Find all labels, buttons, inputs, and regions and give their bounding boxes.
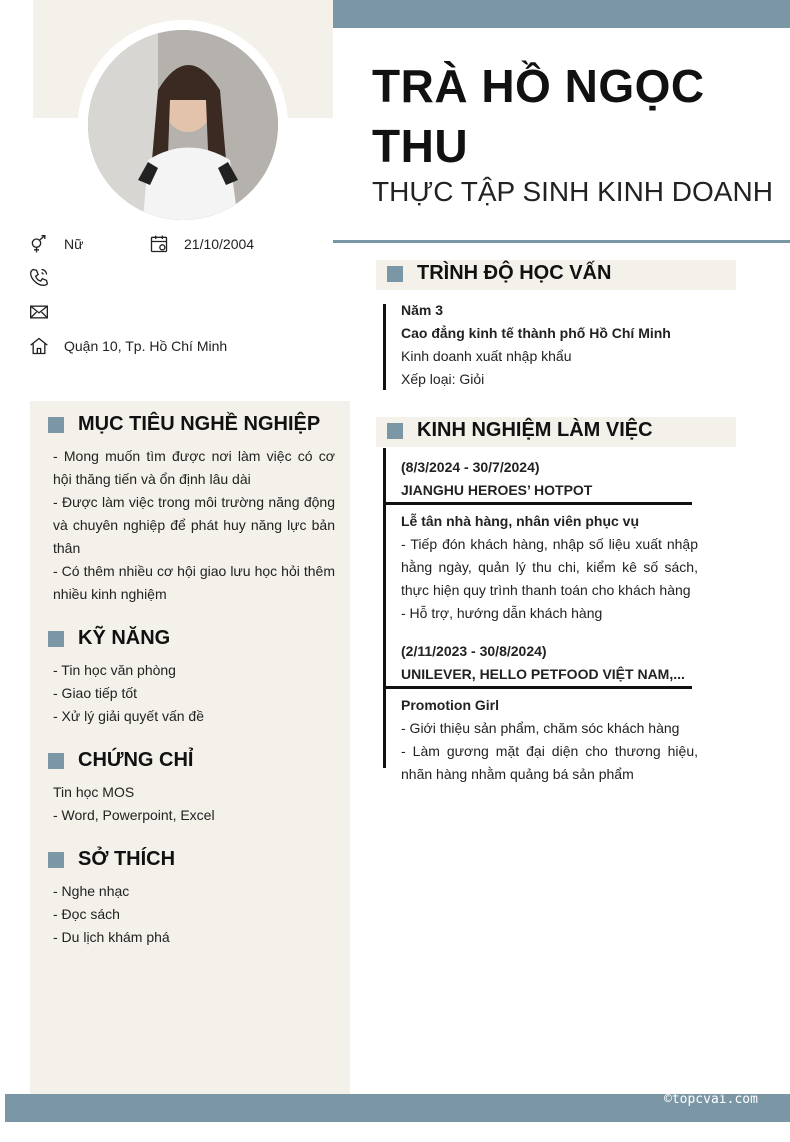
job-period: (8/3/2024 - 30/7/2024) (401, 459, 540, 475)
experience-title: KINH NGHIỆM LÀM VIỆC (417, 419, 653, 441)
certificate-item: Tin học MOS (53, 784, 135, 800)
education-year: Năm 3 (401, 302, 444, 318)
skills-title: KỸ NĂNG (78, 627, 171, 649)
education-heading (387, 262, 611, 285)
watermark: ©topcvai.com (664, 1092, 758, 1107)
job-role: Promotion Girl (401, 697, 499, 713)
envelope-icon (28, 301, 50, 323)
job-role: Lễ tân nhà hàng, nhân viên phục vụ (401, 513, 640, 529)
experience-heading-square (387, 423, 403, 439)
contact-phone (28, 266, 64, 288)
experience-heading (387, 419, 653, 442)
calendar-icon (148, 233, 170, 255)
contact-address (28, 335, 227, 357)
hobby-item: - Đọc sách (53, 906, 120, 922)
objective-heading (48, 413, 320, 436)
education-school: Cao đẳng kinh tế thành phố Hồ Chí Minh (401, 325, 671, 341)
education-timeline-line (383, 304, 386, 390)
job-desc-line: - Giới thiệu sản phẩm, chăm sóc khách hàng (401, 720, 680, 736)
experience-timeline-line (383, 448, 386, 768)
skill-item: - Xử lý giải quyết vấn đề (53, 708, 205, 724)
address-value: Quận 10, Tp. Hồ Chí Minh (64, 338, 228, 354)
education-heading-square (387, 266, 403, 282)
hobbies-list (53, 880, 335, 949)
skills-heading-square (48, 631, 64, 647)
objective-line: - Có thêm nhiều cơ hội giao lưu học hỏi thêm nhiều kinh nghiệm (53, 563, 335, 602)
job-desc-line: - Làm gương mặt đại diện cho thương hiệu, nhãn hàng nhằm quảng bá sản phẩm (401, 743, 698, 782)
objective-line: - Được làm việc trong môi trường năng động và chuyên nghiệp để phát huy năng lực bản thân (53, 494, 335, 556)
home-icon (28, 335, 50, 357)
skills-list (53, 659, 335, 728)
hobbies-heading-square (48, 852, 64, 868)
contact-email (28, 301, 64, 323)
page-edge (0, 0, 5, 1142)
header-divider (333, 240, 790, 243)
hobbies-title: SỞ THÍCH (78, 848, 176, 870)
profile-photo-illustration (88, 30, 278, 220)
objective-title: MỤC TIÊU NGHỀ NGHIỆP (78, 413, 321, 435)
job-2-divider (383, 686, 692, 689)
certificates-heading (48, 749, 193, 772)
job-desc-line: - Tiếp đón khách hàng, nhập số liệu xuất nhập hằng ngày, quản lý thu chi, kiểm kê số sách, thực hiện quy trình thanh toán cho khách hàng (401, 536, 698, 598)
certificate-item: - Word, Powerpoint, Excel (53, 807, 215, 823)
job-desc-line: - Hỗ trợ, hướng dẫn khách hàng (401, 605, 603, 621)
hobby-item: - Du lịch khám phá (53, 929, 170, 945)
contact-gender (28, 233, 83, 255)
hobbies-heading (48, 848, 175, 871)
skill-item: - Giao tiếp tốt (53, 685, 138, 701)
education-title: TRÌNH ĐỘ HỌC VẤN (417, 262, 612, 284)
job-company: JIANGHU HEROES’ HOTPOT (401, 482, 593, 498)
hobby-item: - Nghe nhạc (53, 883, 130, 899)
certificates-title: CHỨNG CHỈ (78, 749, 194, 771)
education-grade: Xếp loại: Giỏi (401, 371, 485, 387)
gender-icon (28, 233, 50, 255)
phone-icon (28, 266, 50, 288)
profile-photo (88, 30, 278, 220)
candidate-job-title: THỰC TẬP SINH KINH DOANH (372, 176, 773, 207)
top-accent-bar (333, 0, 790, 28)
education-major: Kinh doanh xuất nhập khẩu (401, 348, 572, 364)
job-2-body (401, 694, 698, 786)
objective-line: - Mong muốn tìm được nơi làm việc có cơ hội thăng tiến và ổn định lâu dài (53, 448, 335, 487)
job-1-header (401, 456, 698, 502)
skill-item: - Tin học văn phòng (53, 662, 176, 678)
job-2-header (401, 640, 698, 686)
job-1-divider (383, 502, 692, 505)
certificates-heading-square (48, 753, 64, 769)
job-company: UNILEVER, HELLO PETFOOD VIỆT NAM,... (401, 666, 685, 682)
objective-text (53, 445, 335, 606)
birthday-value: 21/10/2004 (184, 236, 255, 252)
job-1-body (401, 510, 698, 625)
skills-heading (48, 627, 170, 650)
certificates-list (53, 781, 335, 827)
candidate-name: TRÀ HỒ NGỌC THU (372, 60, 705, 172)
gender-value: Nữ (64, 236, 84, 252)
job-period: (2/11/2023 - 30/8/2024) (401, 643, 547, 659)
objective-heading-square (48, 417, 64, 433)
contact-birthday (148, 233, 254, 255)
education-details (401, 299, 701, 391)
